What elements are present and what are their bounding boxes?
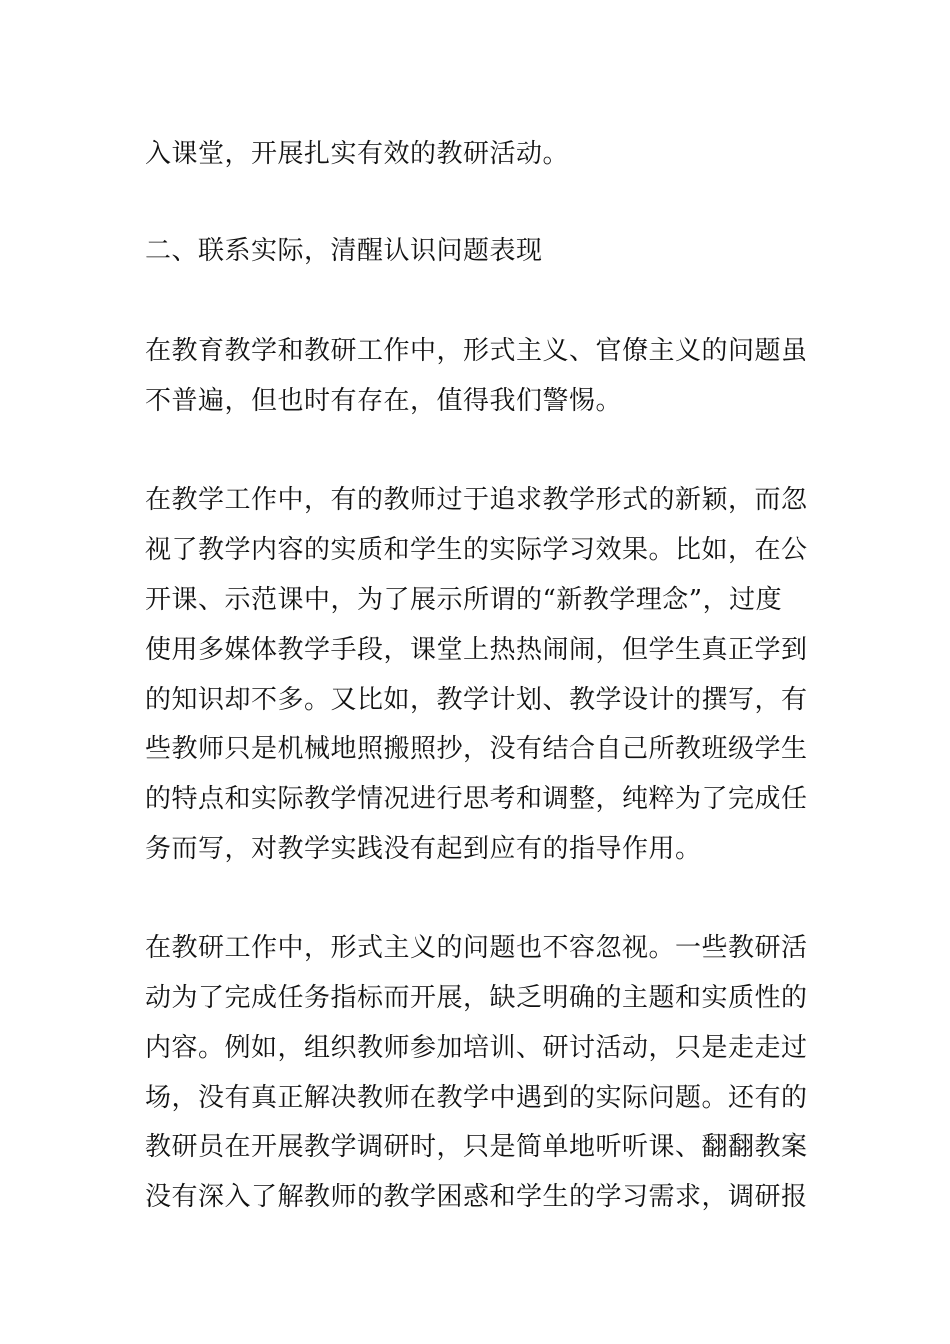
paragraph-2-line-8: 务而写，对教学实践没有起到应有的指导作用。	[145, 834, 702, 864]
paragraph-2-line-1: 在教学工作中，有的教师过于追求教学形式的新颖，而忽	[145, 485, 808, 515]
paragraph-3-line-6: 没有深入了解教师的教学困惑和学生的学习需求，调研报	[145, 1182, 808, 1212]
paragraph-3-line-1: 在教研工作中，形式主义的问题也不容忽视。一些教研活	[145, 933, 808, 963]
paragraph-3-line-2: 动为了完成任务指标而开展，缺乏明确的主题和实质性的	[145, 983, 808, 1013]
paragraph-2-line-2: 视了教学内容的实质和学生的实际学习效果。比如，在公	[145, 535, 808, 565]
section-heading: 二、联系实际，清醒认识问题表现	[145, 236, 543, 266]
paragraph-1-line-2: 不普遍，但也时有存在，值得我们警惕。	[145, 386, 623, 416]
paragraph-2-line-3: 开课、示范课中，为了展示所谓的“新教学理念”，过度	[145, 585, 783, 615]
paragraph-continuation-line: 入课堂，开展扎实有效的教研活动。	[145, 139, 570, 169]
paragraph-2-line-6: 些教师只是机械地照搬照抄，没有结合自己所教班级学生	[145, 734, 808, 764]
paragraph-3-line-3: 内容。例如，组织教师参加培训、研讨活动，只是走走过	[145, 1033, 808, 1063]
paragraph-1-line-1: 在教育教学和教研工作中，形式主义、官僚主义的问题虽	[145, 336, 808, 366]
paragraph-3-line-4: 场，没有真正解决教师在教学中遇到的实际问题。还有的	[145, 1083, 808, 1113]
paragraph-3-line-5: 教研员在开展教学调研时，只是简单地听听课、翻翻教案	[145, 1132, 808, 1162]
paragraph-2-line-4: 使用多媒体教学手段，课堂上热热闹闹，但学生真正学到	[145, 635, 808, 665]
paragraph-2-line-7: 的特点和实际教学情况进行思考和调整，纯粹为了完成任	[145, 784, 808, 814]
paragraph-2-line-5: 的知识却不多。又比如，教学计划、教学设计的撰写，有	[145, 685, 808, 715]
